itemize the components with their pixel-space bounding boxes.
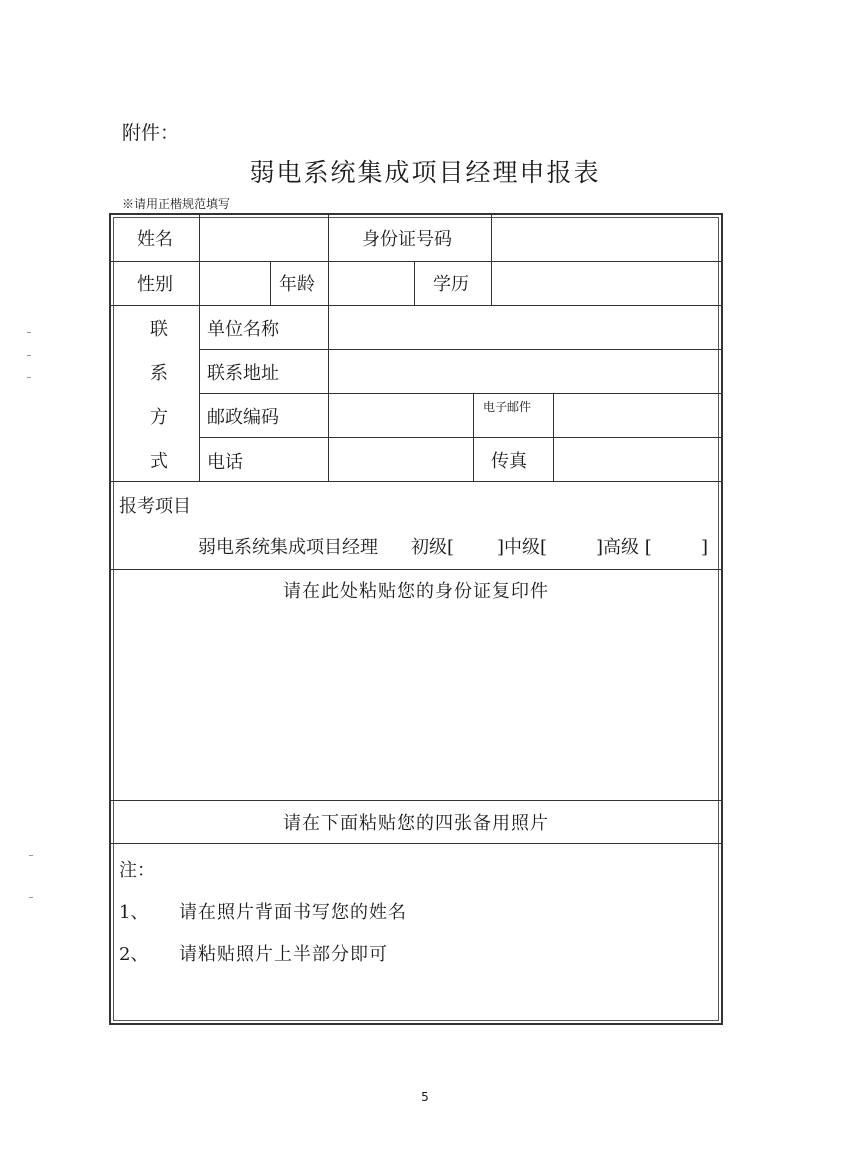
scan-mark bbox=[29, 897, 33, 898]
column-divider bbox=[328, 305, 329, 481]
column-divider bbox=[328, 261, 329, 305]
row-divider bbox=[111, 305, 721, 306]
row-divider bbox=[111, 569, 721, 570]
note-text: 请在照片背面书写您的姓名 bbox=[179, 902, 407, 923]
level-senior: ]高级 [ bbox=[596, 537, 652, 558]
postcode-label: 邮政编码 bbox=[207, 407, 279, 428]
photo-instruction: 请在下面粘贴您的四张备用照片 bbox=[283, 813, 549, 834]
exam-label: 报考项目 bbox=[119, 496, 191, 517]
column-divider bbox=[473, 393, 474, 481]
level-middle: ]中级[ bbox=[497, 537, 548, 558]
name-label: 姓名 bbox=[137, 229, 173, 250]
contact-side-char: 系 bbox=[150, 363, 168, 384]
note-number: 1、 bbox=[119, 902, 149, 923]
scan-mark bbox=[27, 377, 31, 378]
scan-mark bbox=[29, 855, 33, 856]
contact-side-char: 式 bbox=[150, 451, 168, 472]
email-label: 电子邮件 bbox=[483, 400, 532, 414]
address-label: 联系地址 bbox=[207, 363, 279, 384]
level-junior: 初级[ bbox=[411, 537, 455, 558]
column-divider bbox=[491, 215, 492, 261]
note-text: 请粘贴照片上半部分即可 bbox=[179, 944, 388, 965]
writing-instruction-note: ※请用正楷规范填写 bbox=[122, 197, 231, 211]
form-title: 弱电系统集成项目经理申报表 bbox=[249, 158, 601, 187]
age-label: 年龄 bbox=[279, 274, 315, 295]
note-number: 2、 bbox=[119, 944, 149, 965]
scan-mark bbox=[27, 332, 31, 333]
company-label: 单位名称 bbox=[207, 319, 279, 340]
row-divider bbox=[111, 800, 721, 801]
column-divider bbox=[199, 215, 200, 481]
contact-side-char: 联 bbox=[150, 319, 168, 340]
column-divider bbox=[414, 261, 415, 305]
notes-label: 注： bbox=[119, 860, 155, 881]
row-divider bbox=[111, 843, 721, 844]
education-label: 学历 bbox=[433, 274, 469, 295]
row-divider bbox=[111, 261, 721, 262]
scan-mark bbox=[27, 355, 31, 356]
row-divider bbox=[111, 481, 721, 482]
column-divider bbox=[491, 261, 492, 305]
id-number-label: 身份证号码 bbox=[362, 229, 452, 250]
row-divider bbox=[199, 437, 721, 438]
row-divider bbox=[199, 393, 721, 394]
attachment-label: 附件： bbox=[122, 122, 180, 144]
column-divider bbox=[553, 393, 554, 481]
id-copy-instruction: 请在此处粘贴您的身份证复印件 bbox=[283, 581, 549, 602]
application-form-table bbox=[109, 213, 723, 1025]
row-divider bbox=[199, 349, 721, 350]
phone-label: 电话 bbox=[207, 452, 243, 473]
level-bracket-close: ] bbox=[701, 537, 709, 558]
column-divider bbox=[270, 261, 271, 305]
page-number: 5 bbox=[421, 1090, 429, 1104]
gender-label: 性别 bbox=[137, 274, 173, 295]
column-divider bbox=[328, 215, 329, 261]
contact-side-char: 方 bbox=[150, 407, 168, 428]
fax-label: 传真 bbox=[491, 451, 527, 472]
exam-project: 弱电系统集成项目经理 bbox=[198, 537, 378, 558]
